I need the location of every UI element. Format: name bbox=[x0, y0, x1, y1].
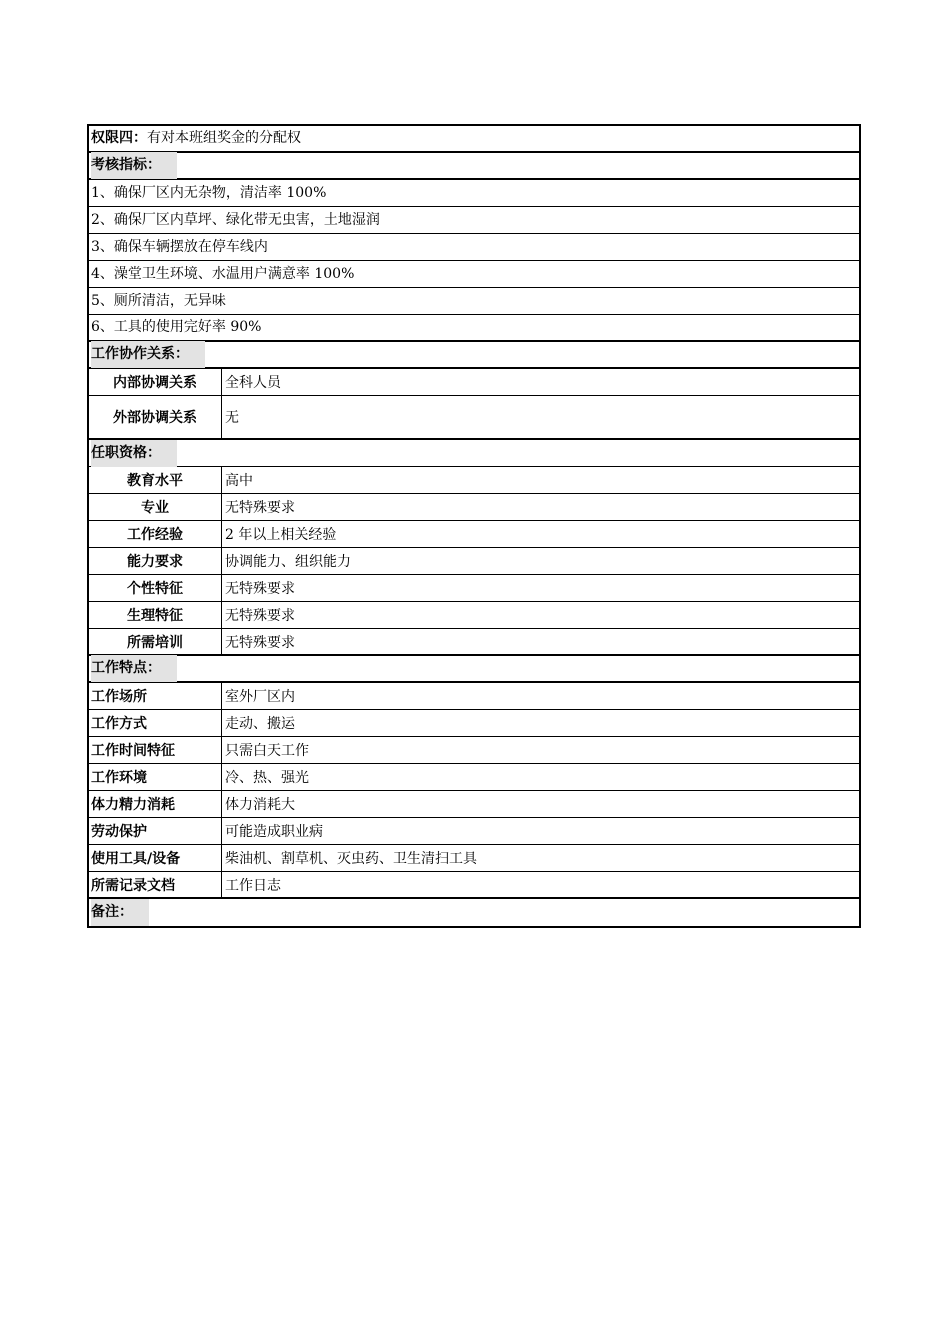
cooperation-row bbox=[89, 369, 859, 396]
cooperation-label: 外部协调关系 bbox=[89, 396, 222, 438]
feature-value: 室外厂区内 bbox=[225, 689, 295, 705]
qualification-label: 能力要求 bbox=[89, 548, 222, 574]
kpi-item-text: 6、工具的使用完好率 90% bbox=[91, 319, 262, 335]
kpi-item-text: 2、确保厂区内草坪、绿化带无虫害，土地湿润 bbox=[91, 211, 380, 228]
feature-label: 工作方式 bbox=[89, 710, 222, 736]
feature-row bbox=[89, 764, 859, 791]
qualification-label: 所需培训 bbox=[89, 629, 222, 654]
kpi-item bbox=[89, 315, 859, 342]
qualification-label: 生理特征 bbox=[89, 602, 222, 628]
feature-label: 工作环境 bbox=[89, 764, 222, 790]
cooperation-section-header bbox=[89, 342, 859, 369]
kpi-item-text: 5、厕所清洁，无异味 bbox=[91, 292, 226, 309]
cooperation-value: 全科人员 bbox=[225, 375, 281, 391]
cooperation-label: 内部协调关系 bbox=[89, 369, 222, 395]
qualification-value: 无特殊要求 bbox=[225, 500, 295, 516]
feature-value: 只需白天工作 bbox=[225, 743, 309, 759]
qualification-value: 无特殊要求 bbox=[225, 634, 295, 651]
kpi-item bbox=[89, 234, 859, 261]
feature-row bbox=[89, 845, 859, 872]
feature-value: 体力消耗大 bbox=[225, 797, 295, 813]
remarks-row bbox=[89, 899, 859, 926]
qualification-row bbox=[89, 467, 859, 494]
qualifications-section-header bbox=[89, 440, 859, 467]
feature-row bbox=[89, 737, 859, 764]
feature-row bbox=[89, 791, 859, 818]
kpi-item bbox=[89, 261, 859, 288]
cooperation-row bbox=[89, 396, 859, 440]
qualification-row bbox=[89, 629, 859, 656]
qualification-label: 个性特征 bbox=[89, 575, 222, 601]
qualification-row bbox=[89, 548, 859, 575]
feature-label: 工作时间特征 bbox=[89, 737, 222, 763]
qualification-value: 高中 bbox=[225, 473, 253, 489]
kpi-section-header bbox=[89, 153, 859, 180]
feature-label: 劳动保护 bbox=[89, 818, 222, 844]
qualification-value: 无特殊要求 bbox=[225, 608, 295, 624]
kpi-item-text: 4、澡堂卫生环境、水温用户满意率 100% bbox=[91, 265, 355, 282]
feature-value: 走动、搬运 bbox=[225, 716, 295, 732]
qualification-row bbox=[89, 602, 859, 629]
feature-value: 可能造成职业病 bbox=[225, 824, 323, 840]
qualification-row bbox=[89, 521, 859, 548]
kpi-item bbox=[89, 288, 859, 315]
qualification-label: 教育水平 bbox=[89, 467, 222, 493]
features-section-header bbox=[89, 656, 859, 683]
qualification-row bbox=[89, 494, 859, 521]
feature-label: 所需记录文档 bbox=[89, 872, 222, 897]
features-title: 工作特点： bbox=[91, 655, 177, 682]
job-description-table bbox=[87, 124, 861, 928]
feature-row bbox=[89, 683, 859, 710]
feature-value: 工作日志 bbox=[225, 877, 281, 894]
feature-label: 使用工具/设备 bbox=[89, 845, 222, 871]
qualification-label: 专业 bbox=[89, 494, 222, 520]
kpi-item bbox=[89, 180, 859, 207]
kpi-item bbox=[89, 207, 859, 234]
authority-label: 权限四： bbox=[91, 130, 147, 146]
feature-row bbox=[89, 872, 859, 899]
kpi-item-text: 1、确保厂区内无杂物，清洁率 100% bbox=[91, 184, 327, 201]
cooperation-title: 工作协作关系： bbox=[91, 341, 205, 368]
kpi-title: 考核指标： bbox=[91, 152, 177, 179]
qualification-value: 无特殊要求 bbox=[225, 581, 295, 597]
remarks-title: 备注： bbox=[91, 899, 149, 926]
qualification-row bbox=[89, 575, 859, 602]
authority-text: 有对本班组奖金的分配权 bbox=[147, 130, 301, 146]
feature-label: 工作场所 bbox=[89, 683, 222, 709]
kpi-item-text: 3、确保车辆摆放在停车线内 bbox=[91, 238, 268, 255]
feature-row bbox=[89, 818, 859, 845]
qualification-value: 协调能力、组织能力 bbox=[225, 554, 351, 570]
qualification-label: 工作经验 bbox=[89, 521, 222, 547]
qualification-value: 2 年以上相关经验 bbox=[225, 527, 337, 543]
qualifications-title: 任职资格： bbox=[91, 440, 177, 467]
feature-row bbox=[89, 710, 859, 737]
feature-value: 柴油机、割草机、灭虫药、卫生清扫工具 bbox=[225, 851, 477, 867]
cooperation-value: 无 bbox=[225, 410, 239, 426]
authority-row bbox=[89, 126, 859, 153]
feature-value: 冷、热、强光 bbox=[225, 770, 309, 786]
feature-label: 体力精力消耗 bbox=[89, 791, 222, 817]
